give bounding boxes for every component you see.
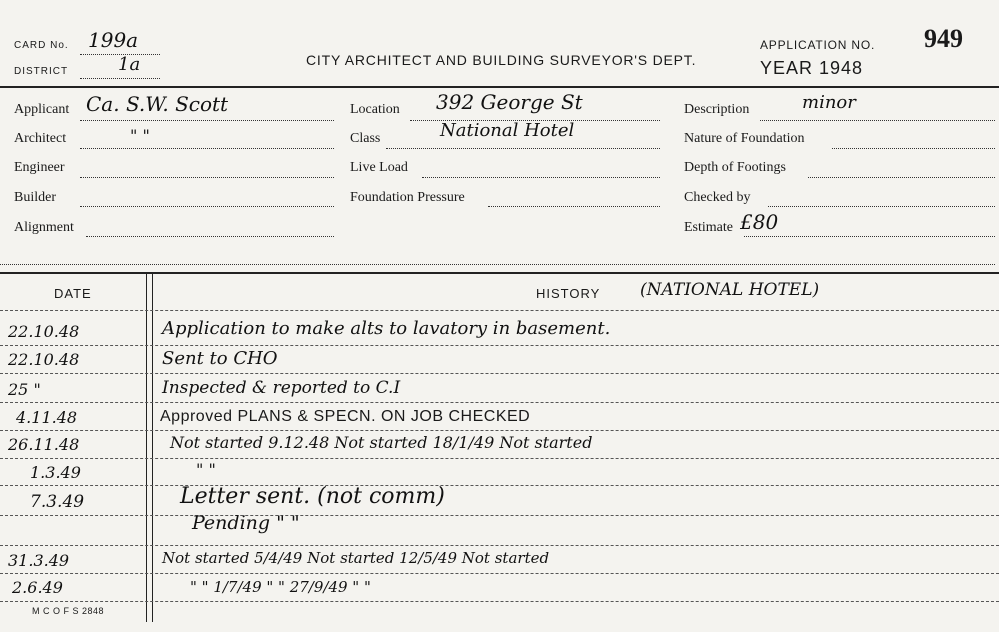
card-no-value: 199a (88, 28, 139, 52)
entry-date: 25 " (8, 380, 41, 399)
checked-by-label: Checked by (684, 190, 751, 205)
year-label: YEAR 1948 (760, 58, 864, 78)
date-header: DATE (54, 286, 92, 301)
estimate-value: £80 (740, 210, 779, 234)
entry-text: Inspected & reported to C.I (162, 378, 401, 398)
builder-label: Builder (14, 190, 56, 205)
entry-date: 26.11.48 (8, 435, 80, 454)
description-label: Description (684, 102, 750, 117)
form-code: M C O F S 2848 (32, 606, 105, 616)
class-label: Class (350, 131, 381, 146)
department-title: CITY ARCHITECT AND BUILDING SURVEYOR'S DEPT. (306, 52, 697, 68)
entry-text: Application to make alts to lavatory in basement. (162, 318, 611, 339)
history-note: (NATIONAL HOTEL) (640, 280, 820, 300)
entry-date: 7.3.49 (30, 492, 85, 512)
entry-text: Not started 9.12.48 Not started 18/1/49 Not started (170, 433, 593, 452)
applicant-value: Ca. S.W. Scott (86, 92, 229, 116)
entry-text: Not started 5/4/49 Not started 12/5/49 Not started (162, 549, 550, 567)
depth-of-footings-label: Depth of Footings (684, 160, 786, 175)
district-value: 1a (118, 54, 141, 75)
application-number: 949 (924, 24, 963, 53)
foundation-pressure-label: Foundation Pressure (350, 190, 465, 205)
alignment-label: Alignment (14, 220, 74, 235)
history-header: HISTORY (536, 286, 601, 301)
architect-value: " " (130, 126, 150, 145)
entry-text: " " (196, 460, 216, 479)
entry-text: " " 1/7/49 " " 27/9/49 " " (190, 578, 371, 596)
applicant-label: Applicant (14, 102, 70, 117)
entry-date: 22.10.48 (8, 322, 80, 341)
card-no-label: CARD No. (14, 40, 69, 51)
entry-date: 4.11.48 (16, 408, 78, 427)
engineer-label: Engineer (14, 160, 65, 175)
entry-date: 31.3.49 (8, 551, 70, 570)
location-label: Location (350, 102, 400, 117)
district-label: DISTRICT (14, 66, 69, 77)
description-value: minor (802, 92, 856, 113)
entry-date: 2.6.49 (12, 578, 63, 597)
architect-label: Architect (14, 131, 67, 146)
nature-of-foundation-label: Nature of Foundation (684, 131, 805, 146)
entry-text: Letter sent. (not comm) (180, 484, 445, 509)
entry-text: Approved PLANS & SPECN. ON JOB CHECKED (160, 408, 531, 425)
location-value: 392 George St (436, 90, 583, 114)
entry-date: 22.10.48 (8, 350, 80, 369)
entry-text: Sent to CHO (162, 348, 278, 369)
live-load-label: Live Load (350, 160, 408, 175)
entry-date: 1.3.49 (30, 463, 81, 482)
estimate-label: Estimate (684, 220, 733, 235)
entry-text: Pending " " (192, 512, 300, 534)
application-label: APPLICATION NO. (760, 38, 876, 52)
class-value: National Hotel (440, 120, 575, 141)
